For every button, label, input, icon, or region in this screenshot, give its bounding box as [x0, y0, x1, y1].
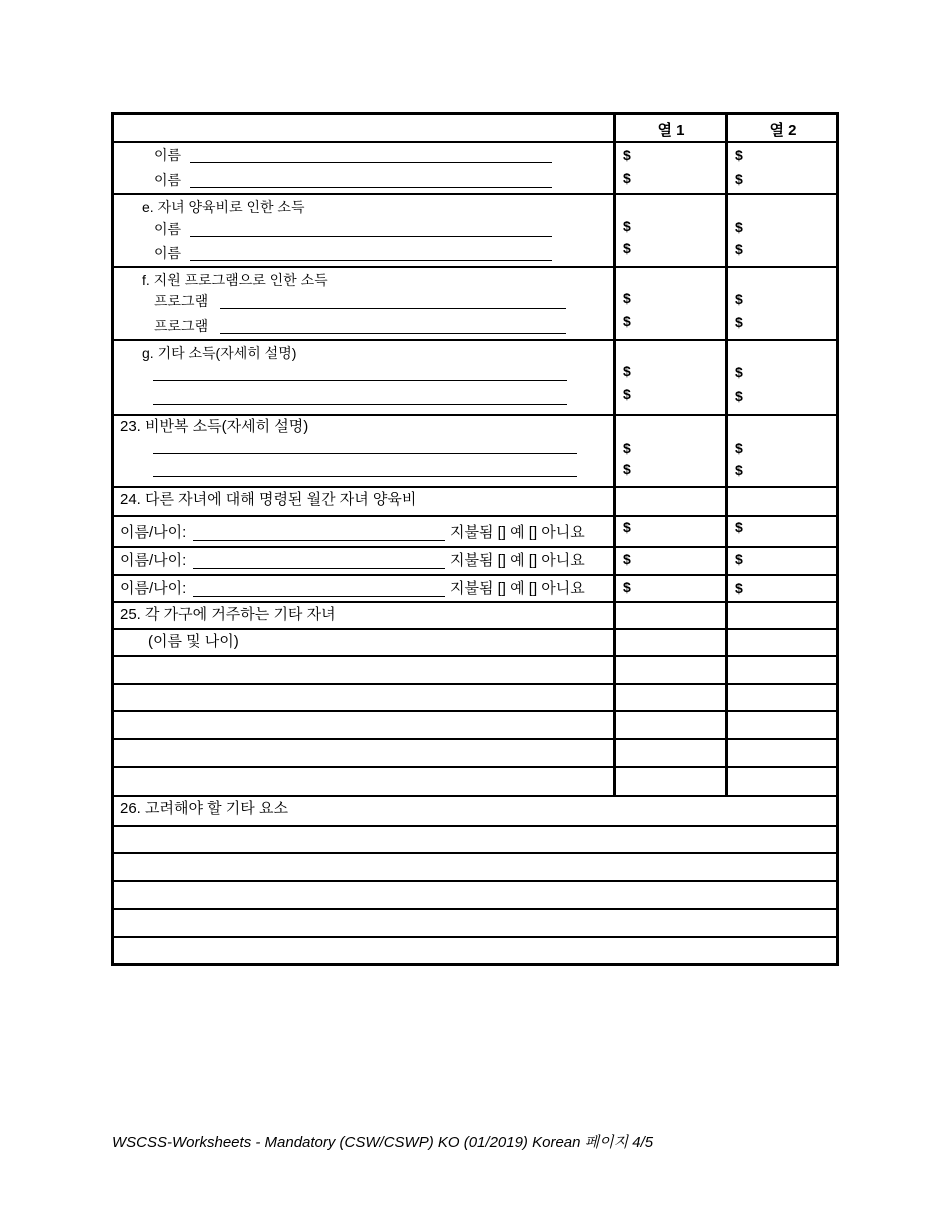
currency-symbol: $ — [623, 440, 631, 456]
name-age-label: 이름/나이: — [120, 580, 187, 597]
row-divider — [111, 795, 839, 797]
row-divider — [111, 266, 839, 268]
row-divider — [111, 683, 839, 685]
section-f-title: f. 지원 프로그램으로 인한 소득 — [142, 272, 328, 288]
row-divider — [111, 655, 839, 657]
name-label: 이름 — [154, 147, 182, 163]
column-divider-2 — [725, 112, 728, 797]
item-23-title: 23. 비반복 소득(자세히 설명) — [120, 418, 309, 435]
currency-symbol: $ — [623, 579, 631, 595]
row-divider — [111, 414, 839, 416]
paid-options[interactable]: 지불됨 [] 예 [] 아니요 — [450, 580, 585, 597]
name-label: 이름 — [154, 245, 182, 261]
currency-symbol: $ — [735, 364, 743, 380]
program-label: 프로그램 — [154, 293, 209, 309]
currency-symbol: $ — [735, 171, 743, 187]
currency-symbol: $ — [735, 291, 743, 307]
row-divider — [111, 710, 839, 712]
column-divider-1 — [613, 112, 616, 797]
currency-symbol: $ — [623, 147, 631, 163]
row-divider — [111, 515, 839, 517]
description-field-line[interactable] — [153, 404, 567, 405]
paid-options[interactable]: 지불됨 [] 예 [] 아니요 — [450, 552, 585, 569]
currency-symbol: $ — [735, 241, 743, 257]
section-e-title: e. 자녀 양육비로 인한 소득 — [142, 199, 305, 215]
row-divider — [111, 193, 839, 195]
currency-symbol: $ — [623, 551, 631, 567]
name-age-field-line[interactable] — [193, 540, 445, 541]
description-field-line[interactable] — [153, 476, 577, 477]
column-header-2: 열 2 — [769, 122, 797, 139]
currency-symbol: $ — [735, 551, 743, 567]
currency-symbol: $ — [735, 462, 743, 478]
currency-symbol: $ — [623, 363, 631, 379]
item-24-title: 24. 다른 자녀에 대해 명령된 월간 자녀 양육비 — [120, 491, 417, 508]
program-label: 프로그램 — [154, 318, 209, 334]
row-divider — [111, 936, 839, 938]
currency-symbol: $ — [623, 386, 631, 402]
page-footer: WSCSS-Worksheets - Mandatory (CSW/CSWP) KO (01/2019) Korean 페이지 4/5 — [112, 1134, 654, 1151]
paid-options[interactable]: 지불됨 [] 예 [] 아니요 — [450, 524, 585, 541]
name-age-field-line[interactable] — [193, 596, 445, 597]
row-divider — [111, 766, 839, 768]
currency-symbol: $ — [623, 290, 631, 306]
row-divider — [111, 601, 839, 603]
name-field-line[interactable] — [190, 162, 552, 163]
currency-symbol: $ — [735, 580, 743, 596]
name-label: 이름 — [154, 221, 182, 237]
row-divider — [111, 738, 839, 740]
program-field-line[interactable] — [220, 308, 566, 309]
name-age-label: 이름/나이: — [120, 524, 187, 541]
row-divider — [111, 546, 839, 548]
currency-symbol: $ — [623, 240, 631, 256]
row-divider — [111, 852, 839, 854]
row-divider — [111, 880, 839, 882]
name-field-line[interactable] — [190, 260, 552, 261]
currency-symbol: $ — [735, 314, 743, 330]
currency-symbol: $ — [735, 519, 743, 535]
currency-symbol: $ — [623, 218, 631, 234]
row-divider — [111, 908, 839, 910]
currency-symbol: $ — [735, 147, 743, 163]
item-25-subtitle: (이름 및 나이) — [148, 633, 239, 650]
row-divider — [111, 574, 839, 576]
section-g-title: g. 기타 소득(자세히 설명) — [142, 345, 297, 361]
currency-symbol: $ — [623, 519, 631, 535]
row-divider — [111, 339, 839, 341]
description-field-line[interactable] — [153, 453, 577, 454]
description-field-line[interactable] — [153, 380, 567, 381]
name-field-line[interactable] — [190, 236, 552, 237]
currency-symbol: $ — [735, 388, 743, 404]
program-field-line[interactable] — [220, 333, 566, 334]
currency-symbol: $ — [623, 313, 631, 329]
currency-symbol: $ — [623, 461, 631, 477]
name-label: 이름 — [154, 172, 182, 188]
item-25-title: 25. 각 가구에 거주하는 기타 자녀 — [120, 606, 336, 623]
row-divider — [111, 141, 839, 143]
row-divider — [111, 486, 839, 488]
currency-symbol: $ — [735, 219, 743, 235]
currency-symbol: $ — [735, 440, 743, 456]
row-divider — [111, 825, 839, 827]
name-age-label: 이름/나이: — [120, 552, 187, 569]
name-field-line[interactable] — [190, 187, 552, 188]
name-age-field-line[interactable] — [193, 568, 445, 569]
row-divider — [111, 628, 839, 630]
currency-symbol: $ — [623, 170, 631, 186]
column-header-1: 열 1 — [657, 122, 685, 139]
item-26-title: 26. 고려해야 할 기타 요소 — [120, 800, 288, 817]
